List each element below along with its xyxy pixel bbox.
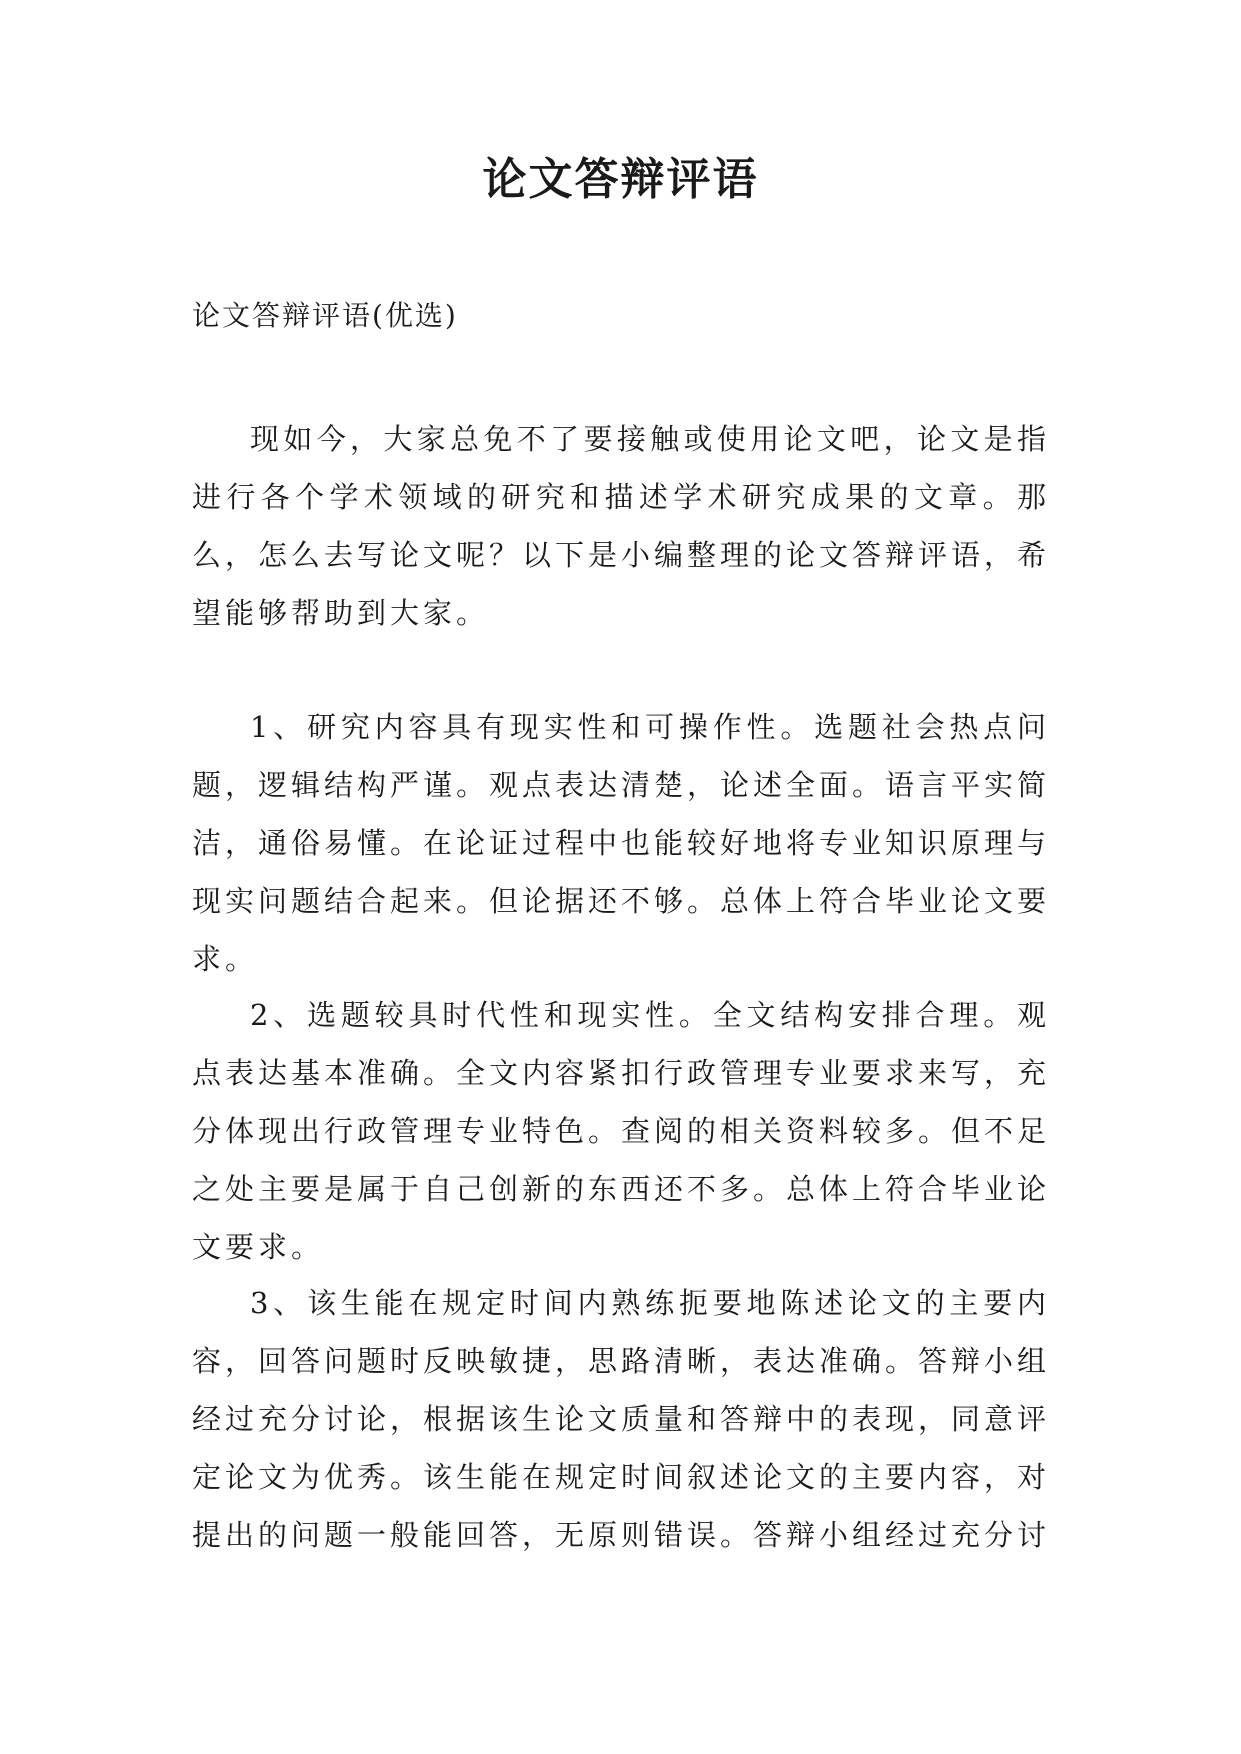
document-subtitle: 论文答辩评语(优选) <box>192 299 458 332</box>
comment-item-2: 2、选题较具时代性和现实性。全文结构安排合理。观点表达基本准确。全文内容紧扣行政管理专业要求来写，充分体现出行政管理专业特色。查阅的相关资料较多。但不足之处主要是属于自己创新的东西还不多。总体上符合毕业论文要求。 <box>192 998 1051 1264</box>
comment-item-3: 3、该生能在规定时间内熟练扼要地陈述论文的主要内容，回答问题时反映敏捷，思路清晰，表达准确。答辩小组经过充分讨论，根据该生论文质量和答辩中的表现，同意评定论文为优秀。该生能在规定时间叙述论文的主要内容，对提出的问题一般能回答，无原则错误。答辩小组经过充分讨 <box>192 1286 1051 1552</box>
page-title: 论文答辩评语 <box>482 154 759 205</box>
intro-paragraph: 现如今，大家总免不了要接触或使用论文吧，论文是指进行各个学术领域的研究和描述学术研究成果的文章。那么，怎么去写论文呢？以下是小编整理的论文答辩评语，希望能够帮助到大家。 <box>192 422 1051 630</box>
comment-item-1: 1、研究内容具有现实性和可操作性。选题社会热点问题，逻辑结构严谨。观点表达清楚，论述全面。语言平实简洁，通俗易懂。在论证过程中也能较好地将专业知识原理与现实问题结合起来。但论据还不够。总体上符合毕业论文要求。 <box>192 710 1051 976</box>
